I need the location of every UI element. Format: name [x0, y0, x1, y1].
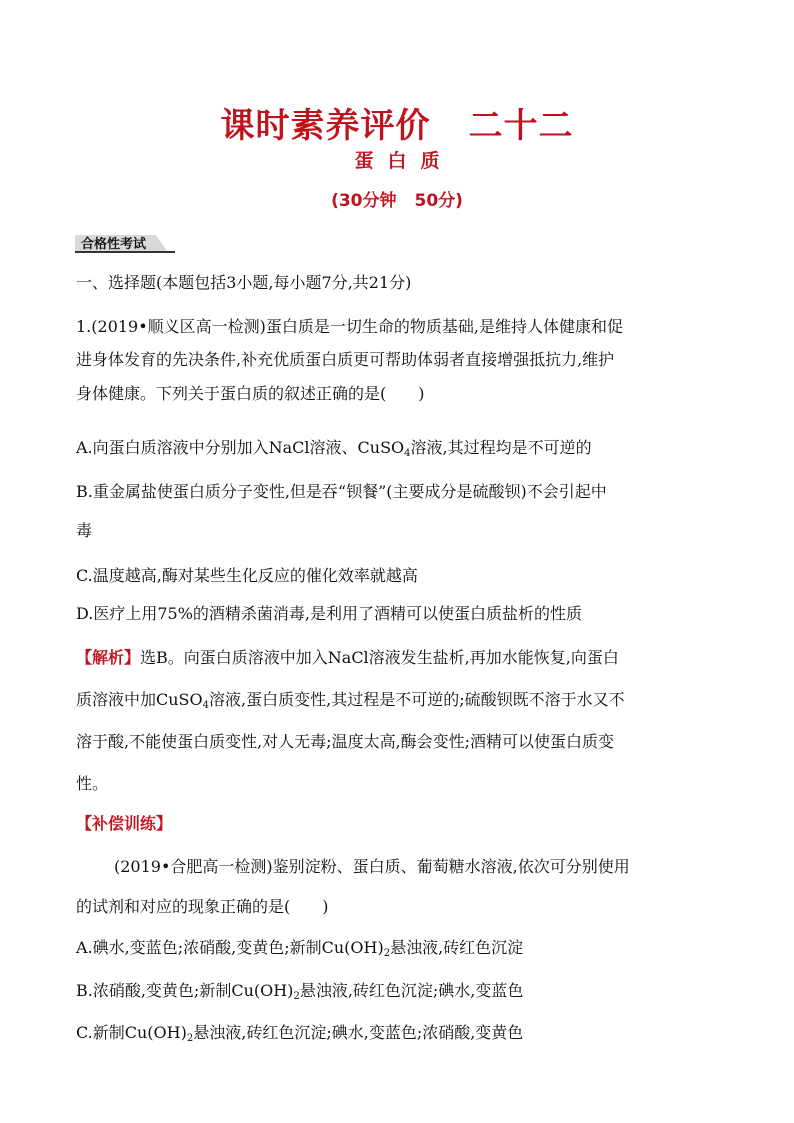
analysis-line-4: 性。	[76, 774, 109, 793]
duration-time: (30分钟	[331, 191, 397, 211]
analysis-line-1: 【解析】选B。向蛋白质溶液中加入NaCl溶液发生盐析,再加水能恢复,向蛋白	[76, 648, 619, 667]
question1-option-c: C.温度越高,酶对某些生化反应的催化效率就越高	[76, 566, 418, 585]
supplement-option-a: A.碘水,变蓝色;浓硝酸,变黄色;新制$Cu(OH)_2$悬浊液,砖红色沉淀	[76, 938, 524, 959]
question1-option-a: A.向蛋白质溶液中分别加入NaCl溶液、CuSO$_4$溶液,其过程均是不可逆的	[76, 438, 592, 459]
question1-option-b-line-2: 毒	[76, 521, 93, 540]
duration-info	[0, 186, 794, 211]
supplement-option-c: C.新制$Cu(OH)_2$悬浊液,砖红色沉淀;碘水,变蓝色;浓硝酸,变黄色	[76, 1023, 524, 1044]
question1-option-d: D.医疗上用75%的酒精杀菌消毒,是利用了酒精可以使蛋白质盐析的性质	[76, 604, 582, 623]
part-heading: 一、选择题(本题包括3小题,每小题7分,共21分)	[76, 273, 412, 292]
section-tag	[75, 233, 175, 253]
analysis-line-2: 质溶液中加CuSO$_4$溶液,蛋白质变性,其过程是不可逆的;硫酸钡既不溶于水又不	[76, 690, 625, 711]
supplement-stem-line-1: (2019•合肥高一检测)鉴别淀粉、蛋白质、葡萄糖水溶液,依次可分别使用	[114, 857, 630, 876]
section-tag-label: 合格性考试	[81, 237, 147, 252]
analysis-label: 【解析】	[76, 648, 141, 667]
page-title	[0, 98, 794, 147]
title-number: 二十二	[468, 106, 574, 146]
question1-option-b-line-1: B.重金属盐使蛋白质分子变性,但是吞“钡餐”(主要成分是硫酸钡)不会引起中	[76, 482, 607, 501]
question1-stem-line-2: 进身体发育的先决条件,补充优质蛋白质更可帮助体弱者直接增强抵抗力,维护	[76, 350, 615, 369]
question1-stem-line-3: 身体健康。下列关于蛋白质的叙述正确的是( )	[76, 384, 425, 403]
question1-stem-line-1: 1.(2019•顺义区高一检测)蛋白质是一切生命的物质基础,是维持人体健康和促	[76, 317, 623, 336]
supplement-option-b: B.浓硝酸,变黄色;新制$Cu(OH)_2$悬浊液,砖红色沉淀;碘水,变蓝色	[76, 981, 524, 1002]
supplement-stem-line-2: 的试剂和对应的现象正确的是( )	[76, 897, 329, 916]
duration-score: 50分)	[414, 191, 463, 211]
title-main: 课时素养评价	[220, 106, 431, 146]
supplement-label: 【补偿训练】	[76, 814, 173, 833]
analysis-line-3: 溶于酸,不能使蛋白质变性,对人无毒;温度太高,酶会变性;酒精可以使蛋白质变	[76, 732, 615, 751]
page-subtitle: 蛋白质	[354, 150, 454, 172]
